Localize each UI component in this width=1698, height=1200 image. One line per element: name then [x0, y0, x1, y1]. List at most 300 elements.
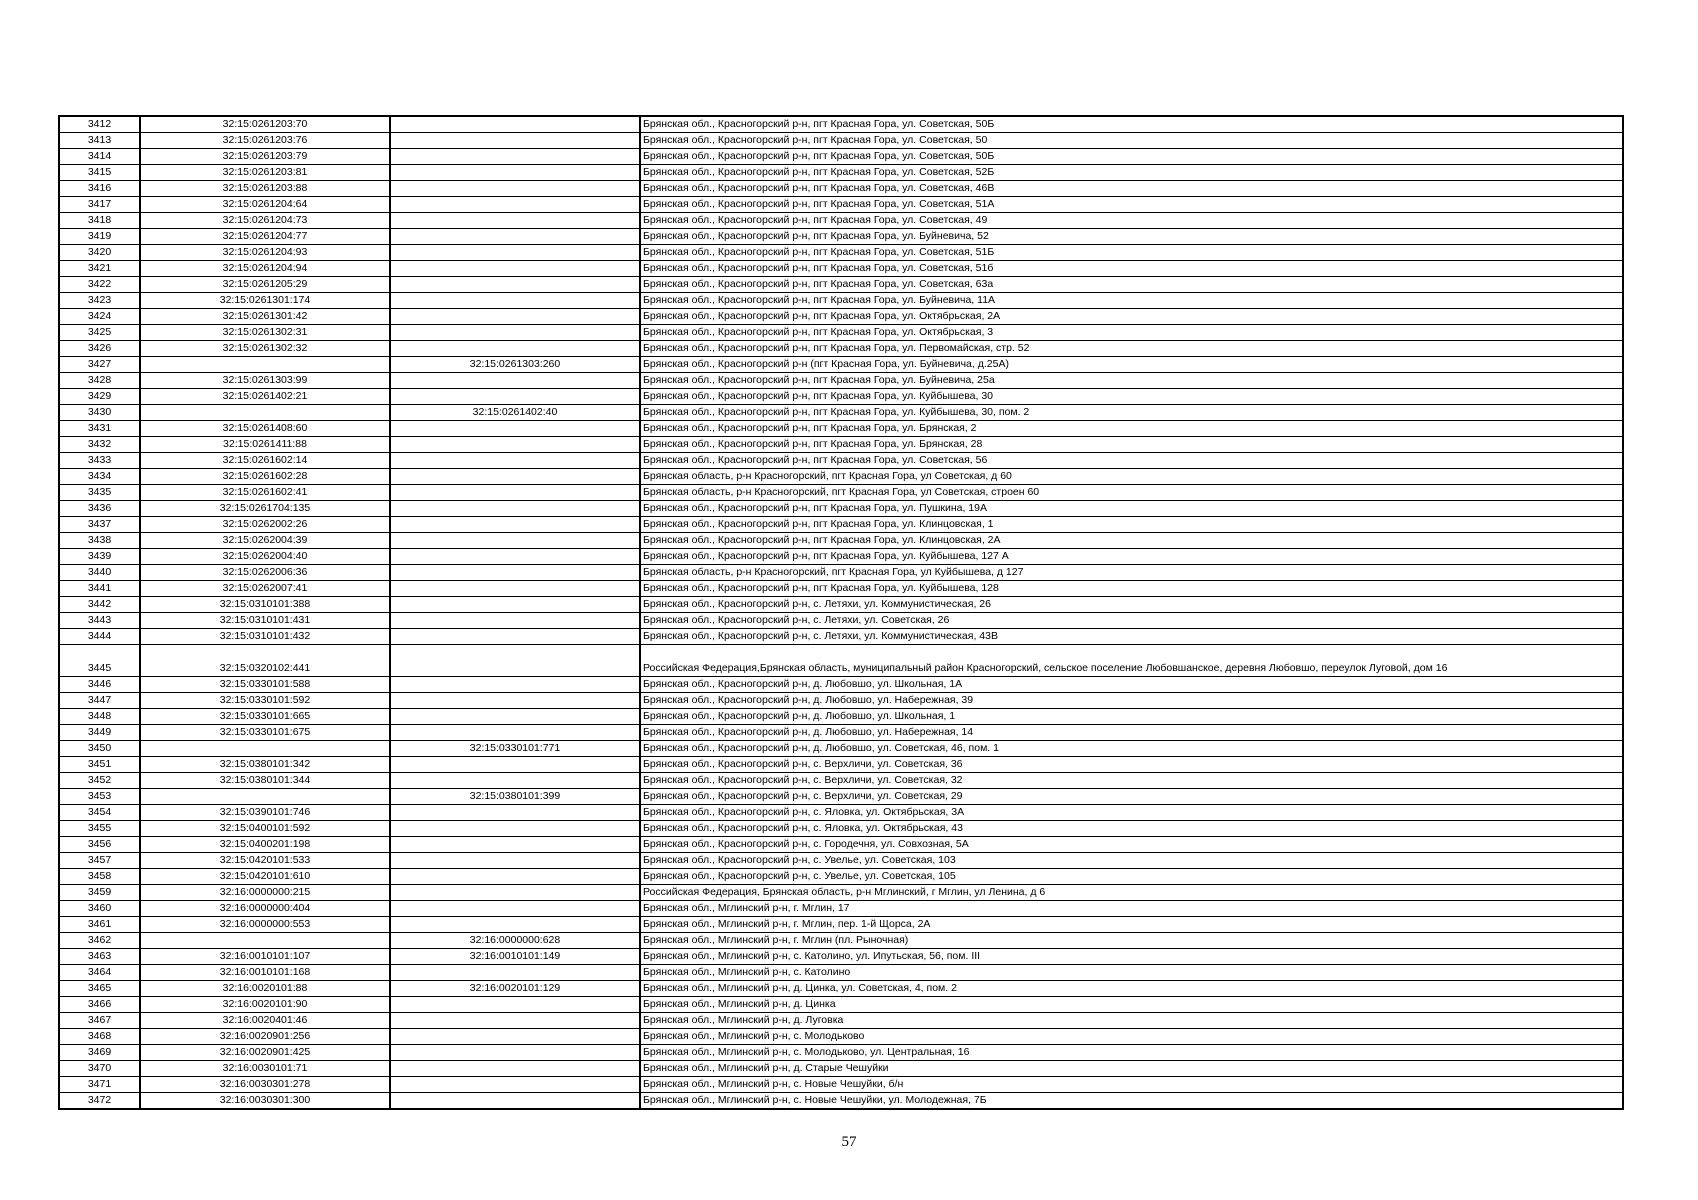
address-cell: Брянская обл., Красногорский р-н, пгт Красная Гора, ул. Советская, 50Б [640, 116, 1623, 133]
address-cell: Брянская обл., Красногорский р-н, пгт Красная Гора, ул. Октябрьская, 3 [640, 325, 1623, 341]
table-row [59, 629, 1623, 645]
address-cell: Брянская обл., Красногорский р-н, д. Любовшо, ул. Советская, 46, пом. 1 [640, 741, 1623, 757]
address-cell: Брянская обл., Мглинский р-н, г. Мглин (пл. Рыночная) [640, 933, 1623, 949]
table-row [59, 229, 1623, 245]
table-row [59, 597, 1623, 613]
address-cell: Брянская обл., Красногорский р-н, пгт Красная Гора, ул. Клинцовская, 2А [640, 533, 1623, 549]
cadastral-number-cell: 32:15:0261302:31 [140, 325, 390, 341]
related-cadastral-number-cell [390, 677, 640, 693]
related-cadastral-number-cell [390, 325, 640, 341]
address-cell: Брянская обл., Красногорский р-н, пгт Красная Гора, ул. Советская, 56 [640, 453, 1623, 469]
row-number-cell: 3456 [59, 837, 140, 853]
cadastral-number-cell: 32:15:0330101:665 [140, 709, 390, 725]
related-cadastral-number-cell [390, 965, 640, 981]
cadastral-number-cell: 32:15:0262002:26 [140, 517, 390, 533]
address-cell: Брянская обл., Красногорский р-н, пгт Красная Гора, ул. Куйбышева, 128 [640, 581, 1623, 597]
related-cadastral-number-cell [390, 821, 640, 837]
address-cell: Брянская обл., Мглинский р-н, д. Цинка [640, 997, 1623, 1013]
cadastral-number-cell: 32:16:0010101:107 [140, 949, 390, 965]
related-cadastral-number-cell [390, 693, 640, 709]
row-number-cell: 3421 [59, 261, 140, 277]
related-cadastral-number-cell [390, 485, 640, 501]
row-number-cell: 3430 [59, 405, 140, 421]
address-cell: Брянская обл., Красногорский р-н, д. Любовшо, ул. Школьная, 1 [640, 709, 1623, 725]
cadastral-number-cell: 32:15:0261602:41 [140, 485, 390, 501]
table-row [59, 853, 1623, 869]
address-cell: Брянская обл., Красногорский р-н, с. Летяхи, ул. Советская, 26 [640, 613, 1623, 629]
address-cell: Брянская обл., Мглинский р-н, с. Молодьково [640, 1029, 1623, 1045]
related-cadastral-number-cell [390, 1077, 640, 1093]
row-number-cell: 3453 [59, 789, 140, 805]
cadastral-number-cell [140, 405, 390, 421]
row-number-cell: 3417 [59, 197, 140, 213]
row-number-cell: 3441 [59, 581, 140, 597]
related-cadastral-number-cell [390, 373, 640, 389]
address-cell: Брянская обл., Красногорский р-н, д. Любовшо, ул. Школьная, 1А [640, 677, 1623, 693]
address-cell: Брянская область, р-н Красногорский, пгт Красная Гора, ул Куйбышева, д 127 [640, 565, 1623, 581]
row-number-cell: 3442 [59, 597, 140, 613]
address-cell: Брянская обл., Красногорский р-н, пгт Красная Гора, ул. Советская, 50 [640, 133, 1623, 149]
row-number-cell: 3465 [59, 981, 140, 997]
table-row [59, 805, 1623, 821]
table-row [59, 725, 1623, 741]
related-cadastral-number-cell [390, 165, 640, 181]
related-cadastral-number-cell [390, 293, 640, 309]
address-cell: Брянская обл., Красногорский р-н, пгт Красная Гора, ул. Советская, 51б [640, 261, 1623, 277]
table-row [59, 645, 1623, 677]
related-cadastral-number-cell [390, 773, 640, 789]
address-cell: Брянская обл., Красногорский р-н, с. Яловка, ул. Октябрьская, 3А [640, 805, 1623, 821]
related-cadastral-number-cell [390, 645, 640, 677]
row-number-cell: 3452 [59, 773, 140, 789]
cadastral-table [58, 115, 1624, 1110]
address-cell: Брянская обл., Мглинский р-н, г. Мглин, 17 [640, 901, 1623, 917]
related-cadastral-number-cell [390, 517, 640, 533]
address-cell: Брянская обл., Мглинский р-н, с. Молодьково, ул. Центральная, 16 [640, 1045, 1623, 1061]
cadastral-number-cell: 32:16:0020101:90 [140, 997, 390, 1013]
cadastral-number-cell: 32:15:0261602:28 [140, 469, 390, 485]
table-row [59, 501, 1623, 517]
cadastral-number-cell [140, 789, 390, 805]
page-number: 57 [841, 1134, 857, 1150]
table-row [59, 405, 1623, 421]
cadastral-number-cell: 32:15:0261204:93 [140, 245, 390, 261]
row-number-cell: 3471 [59, 1077, 140, 1093]
cadastral-number-cell: 32:16:0020901:425 [140, 1045, 390, 1061]
table-row [59, 869, 1623, 885]
address-cell: Брянская обл., Красногорский р-н (пгт Красная Гора, ул. Буйневича, д.25А) [640, 357, 1623, 373]
cadastral-number-cell: 32:16:0030301:278 [140, 1077, 390, 1093]
cadastral-number-cell: 32:15:0380101:344 [140, 773, 390, 789]
row-number-cell: 3447 [59, 693, 140, 709]
row-number-cell: 3424 [59, 309, 140, 325]
row-number-cell: 3429 [59, 389, 140, 405]
related-cadastral-number-cell [390, 1013, 640, 1029]
related-cadastral-number-cell [390, 613, 640, 629]
row-number-cell: 3422 [59, 277, 140, 293]
row-number-cell: 3428 [59, 373, 140, 389]
table-row [59, 901, 1623, 917]
cadastral-number-cell: 32:15:0400201:198 [140, 837, 390, 853]
address-cell: Брянская обл., Мглинский р-н, д. Цинка, ул. Советская, 4, пом. 2 [640, 981, 1623, 997]
table-row [59, 309, 1623, 325]
cadastral-number-cell: 32:15:0261411:88 [140, 437, 390, 453]
address-cell: Брянская обл., Красногорский р-н, пгт Красная Гора, ул. Брянская, 2 [640, 421, 1623, 437]
row-number-cell: 3419 [59, 229, 140, 245]
address-cell: Брянская обл., Красногорский р-н, пгт Красная Гора, ул. Клинцовская, 1 [640, 517, 1623, 533]
table-row [59, 453, 1623, 469]
address-cell: Брянская обл., Красногорский р-н, с. Яловка, ул. Октябрьская, 43 [640, 821, 1623, 837]
cadastral-number-cell: 32:16:0020101:88 [140, 981, 390, 997]
related-cadastral-number-cell [390, 1061, 640, 1077]
table-row [59, 997, 1623, 1013]
cadastral-number-cell: 32:15:0261602:14 [140, 453, 390, 469]
address-cell: Брянская обл., Красногорский р-н, д. Любовшо, ул. Набережная, 39 [640, 693, 1623, 709]
table-row [59, 325, 1623, 341]
table-row [59, 421, 1623, 437]
table-row [59, 613, 1623, 629]
address-cell: Брянская обл., Красногорский р-н, пгт Красная Гора, ул. Буйневича, 52 [640, 229, 1623, 245]
related-cadastral-number-cell: 32:15:0261303:260 [390, 357, 640, 373]
cadastral-number-cell: 32:15:0261402:21 [140, 389, 390, 405]
related-cadastral-number-cell [390, 709, 640, 725]
row-number-cell: 3468 [59, 1029, 140, 1045]
cadastral-number-cell: 32:15:0310101:431 [140, 613, 390, 629]
address-cell: Брянская обл., Красногорский р-н, с. Летяхи, ул. Коммунистическая, 26 [640, 597, 1623, 613]
cadastral-number-cell [140, 933, 390, 949]
address-cell: Брянская обл., Красногорский р-н, пгт Красная Гора, ул. Советская, 63а [640, 277, 1623, 293]
table-row [59, 293, 1623, 309]
address-cell: Брянская обл., Мглинский р-н, г. Мглин, пер. 1-й Щорса, 2А [640, 917, 1623, 933]
row-number-cell: 3467 [59, 1013, 140, 1029]
address-cell: Брянская обл., Красногорский р-н, пгт Красная Гора, ул. Куйбышева, 30, пом. 2 [640, 405, 1623, 421]
row-number-cell: 3461 [59, 917, 140, 933]
row-number-cell: 3438 [59, 533, 140, 549]
address-cell: Брянская обл., Красногорский р-н, пгт Красная Гора, ул. Советская, 51Б [640, 245, 1623, 261]
related-cadastral-number-cell: 32:15:0330101:771 [390, 741, 640, 757]
address-cell: Брянская обл., Красногорский р-н, пгт Красная Гора, ул. Куйбышева, 30 [640, 389, 1623, 405]
table-row [59, 1013, 1623, 1029]
table-row [59, 517, 1623, 533]
related-cadastral-number-cell [390, 133, 640, 149]
table-row [59, 981, 1623, 997]
cadastral-number-cell: 32:16:0010101:168 [140, 965, 390, 981]
table-row [59, 149, 1623, 165]
related-cadastral-number-cell [390, 725, 640, 741]
row-number-cell: 3470 [59, 1061, 140, 1077]
address-cell: Брянская обл., Красногорский р-н, пгт Красная Гора, ул. Пушкина, 19А [640, 501, 1623, 517]
address-cell: Брянская обл., Мглинский р-н, д. Луговка [640, 1013, 1623, 1029]
row-number-cell: 3425 [59, 325, 140, 341]
table-row [59, 1061, 1623, 1077]
cadastral-number-cell: 32:15:0261303:99 [140, 373, 390, 389]
address-cell: Российская Федерация, Брянская область, р-н Мглинский, г Мглин, ул Ленина, д 6 [640, 885, 1623, 901]
row-number-cell: 3420 [59, 245, 140, 261]
related-cadastral-number-cell [390, 597, 640, 613]
cadastral-number-cell: 32:16:0020901:256 [140, 1029, 390, 1045]
related-cadastral-number-cell [390, 837, 640, 853]
address-cell: Брянская обл., Красногорский р-н, с. Увелье, ул. Советская, 105 [640, 869, 1623, 885]
table-row [59, 245, 1623, 261]
row-number-cell: 3463 [59, 949, 140, 965]
address-cell: Брянская обл., Красногорский р-н, с. Верхличи, ул. Советская, 29 [640, 789, 1623, 805]
table-row [59, 197, 1623, 213]
address-cell: Брянская обл., Красногорский р-н, с. Верхличи, ул. Советская, 36 [640, 757, 1623, 773]
address-cell: Брянская обл., Красногорский р-н, пгт Красная Гора, ул. Советская, 46В [640, 181, 1623, 197]
related-cadastral-number-cell [390, 197, 640, 213]
cadastral-number-cell: 32:15:0400101:592 [140, 821, 390, 837]
row-number-cell: 3440 [59, 565, 140, 581]
cadastral-number-cell: 32:16:0030301:300 [140, 1093, 390, 1110]
address-cell: Российская Федерация,Брянская область, муниципальный район Красногорский, сельское поселение Любовшанское, деревня Любовшо, переулок Луговой, дом 16 [640, 645, 1623, 677]
table-row [59, 1045, 1623, 1061]
cadastral-number-cell: 32:15:0390101:746 [140, 805, 390, 821]
cadastral-number-cell: 32:16:0000000:215 [140, 885, 390, 901]
row-number-cell: 3432 [59, 437, 140, 453]
address-cell: Брянская обл., Мглинский р-н, с. Католино, ул. Ипутьская, 56, пом. III [640, 949, 1623, 965]
related-cadastral-number-cell: 32:16:0000000:628 [390, 933, 640, 949]
address-cell: Брянская обл., Красногорский р-н, пгт Красная Гора, ул. Буйневича, 25а [640, 373, 1623, 389]
cadastral-number-cell: 32:15:0310101:388 [140, 597, 390, 613]
row-number-cell: 3413 [59, 133, 140, 149]
table-row [59, 1093, 1623, 1110]
related-cadastral-number-cell [390, 181, 640, 197]
address-cell: Брянская обл., Красногорский р-н, пгт Красная Гора, ул. Октябрьская, 2А [640, 309, 1623, 325]
row-number-cell: 3469 [59, 1045, 140, 1061]
row-number-cell: 3450 [59, 741, 140, 757]
row-number-cell: 3459 [59, 885, 140, 901]
related-cadastral-number-cell [390, 917, 640, 933]
cadastral-number-cell: 32:15:0261704:135 [140, 501, 390, 517]
address-cell: Брянская область, р-н Красногорский, пгт Красная Гора, ул Советская, строен 60 [640, 485, 1623, 501]
row-number-cell: 3437 [59, 517, 140, 533]
table-row [59, 885, 1623, 901]
cadastral-number-cell: 32:15:0261302:32 [140, 341, 390, 357]
related-cadastral-number-cell [390, 805, 640, 821]
row-number-cell: 3451 [59, 757, 140, 773]
related-cadastral-number-cell [390, 229, 640, 245]
table-row [59, 741, 1623, 757]
related-cadastral-number-cell [390, 389, 640, 405]
row-number-cell: 3458 [59, 869, 140, 885]
address-cell: Брянская обл., Красногорский р-н, с. Городечня, ул. Совхозная, 5А [640, 837, 1623, 853]
cadastral-number-cell: 32:15:0261203:76 [140, 133, 390, 149]
table-row [59, 533, 1623, 549]
related-cadastral-number-cell [390, 309, 640, 325]
row-number-cell: 3462 [59, 933, 140, 949]
cadastral-number-cell: 32:15:0261204:94 [140, 261, 390, 277]
table-row [59, 581, 1623, 597]
row-number-cell: 3416 [59, 181, 140, 197]
row-number-cell: 3435 [59, 485, 140, 501]
row-number-cell: 3444 [59, 629, 140, 645]
related-cadastral-number-cell [390, 421, 640, 437]
related-cadastral-number-cell [390, 997, 640, 1013]
related-cadastral-number-cell [390, 1093, 640, 1110]
cadastral-number-cell: 32:15:0261301:174 [140, 293, 390, 309]
related-cadastral-number-cell [390, 437, 640, 453]
cadastral-number-cell: 32:15:0261204:73 [140, 213, 390, 229]
address-cell: Брянская обл., Мглинский р-н, с. Новые Чешуйки, б/н [640, 1077, 1623, 1093]
cadastral-number-cell: 32:15:0262007:41 [140, 581, 390, 597]
cadastral-number-cell: 32:15:0320102:441 [140, 645, 390, 677]
related-cadastral-number-cell: 32:15:0261402:40 [390, 405, 640, 421]
table-row [59, 165, 1623, 181]
cadastral-number-cell: 32:15:0261203:79 [140, 149, 390, 165]
related-cadastral-number-cell: 32:15:0380101:399 [390, 789, 640, 805]
related-cadastral-number-cell [390, 245, 640, 261]
row-number-cell: 3427 [59, 357, 140, 373]
table-row [59, 789, 1623, 805]
related-cadastral-number-cell [390, 533, 640, 549]
related-cadastral-number-cell [390, 549, 640, 565]
row-number-cell: 3449 [59, 725, 140, 741]
cadastral-number-cell: 32:15:0420101:533 [140, 853, 390, 869]
row-number-cell: 3414 [59, 149, 140, 165]
related-cadastral-number-cell [390, 213, 640, 229]
row-number-cell: 3433 [59, 453, 140, 469]
cadastral-number-cell: 32:15:0262006:36 [140, 565, 390, 581]
related-cadastral-number-cell [390, 581, 640, 597]
table-row [59, 373, 1623, 389]
address-cell: Брянская обл., Красногорский р-н, с. Верхличи, ул. Советская, 32 [640, 773, 1623, 789]
table-row [59, 469, 1623, 485]
cadastral-number-cell: 32:16:0000000:553 [140, 917, 390, 933]
table-row [59, 181, 1623, 197]
address-cell: Брянская обл., Красногорский р-н, с. Увелье, ул. Советская, 103 [640, 853, 1623, 869]
table-row [59, 773, 1623, 789]
table-row [59, 1077, 1623, 1093]
row-number-cell: 3454 [59, 805, 140, 821]
related-cadastral-number-cell [390, 757, 640, 773]
address-cell: Брянская обл., Красногорский р-н, пгт Красная Гора, ул. Советская, 50Б [640, 149, 1623, 165]
table-row [59, 277, 1623, 293]
row-number-cell: 3464 [59, 965, 140, 981]
row-number-cell: 3443 [59, 613, 140, 629]
row-number-cell: 3439 [59, 549, 140, 565]
table-body [59, 116, 1623, 1109]
table-row [59, 213, 1623, 229]
table-row [59, 693, 1623, 709]
table-row [59, 1029, 1623, 1045]
cadastral-number-cell: 32:15:0330101:675 [140, 725, 390, 741]
related-cadastral-number-cell [390, 869, 640, 885]
related-cadastral-number-cell [390, 261, 640, 277]
row-number-cell: 3446 [59, 677, 140, 693]
cadastral-number-cell: 32:15:0330101:592 [140, 693, 390, 709]
table-row [59, 821, 1623, 837]
related-cadastral-number-cell [390, 1045, 640, 1061]
cadastral-number-cell: 32:15:0420101:610 [140, 869, 390, 885]
table-row [59, 133, 1623, 149]
table-row [59, 757, 1623, 773]
address-cell: Брянская обл., Мглинский р-н, с. Католино [640, 965, 1623, 981]
row-number-cell: 3472 [59, 1093, 140, 1110]
row-number-cell: 3455 [59, 821, 140, 837]
cadastral-number-cell: 32:15:0261203:81 [140, 165, 390, 181]
row-number-cell: 3445 [59, 645, 140, 677]
related-cadastral-number-cell [390, 853, 640, 869]
address-cell: Брянская обл., Красногорский р-н, пгт Красная Гора, ул. Куйбышева, 127 А [640, 549, 1623, 565]
row-number-cell: 3431 [59, 421, 140, 437]
table-row [59, 677, 1623, 693]
related-cadastral-number-cell [390, 885, 640, 901]
table-row [59, 709, 1623, 725]
related-cadastral-number-cell [390, 453, 640, 469]
table-row [59, 261, 1623, 277]
cadastral-number-cell: 32:15:0261205:29 [140, 277, 390, 293]
related-cadastral-number-cell [390, 901, 640, 917]
row-number-cell: 3418 [59, 213, 140, 229]
related-cadastral-number-cell [390, 629, 640, 645]
address-cell: Брянская область, р-н Красногорский, пгт Красная Гора, ул Советская, д 60 [640, 469, 1623, 485]
related-cadastral-number-cell [390, 1029, 640, 1045]
related-cadastral-number-cell: 32:16:0020101:129 [390, 981, 640, 997]
address-cell: Брянская обл., Красногорский р-н, с. Летяхи, ул. Коммунистическая, 43В [640, 629, 1623, 645]
cadastral-number-cell: 32:15:0310101:432 [140, 629, 390, 645]
related-cadastral-number-cell [390, 277, 640, 293]
cadastral-number-cell [140, 357, 390, 373]
cadastral-number-cell: 32:15:0330101:588 [140, 677, 390, 693]
address-cell: Брянская обл., Красногорский р-н, пгт Красная Гора, ул. Советская, 49 [640, 213, 1623, 229]
cadastral-number-cell: 32:15:0261204:77 [140, 229, 390, 245]
related-cadastral-number-cell: 32:16:0010101:149 [390, 949, 640, 965]
address-cell: Брянская обл., Красногорский р-н, пгт Красная Гора, ул. Первомайская, стр. 52 [640, 341, 1623, 357]
table-row [59, 389, 1623, 405]
address-cell: Брянская обл., Красногорский р-н, пгт Красная Гора, ул. Советская, 52Б [640, 165, 1623, 181]
table-row [59, 357, 1623, 373]
row-number-cell: 3423 [59, 293, 140, 309]
table-row [59, 341, 1623, 357]
related-cadastral-number-cell [390, 116, 640, 133]
row-number-cell: 3466 [59, 997, 140, 1013]
table-row [59, 917, 1623, 933]
row-number-cell: 3457 [59, 853, 140, 869]
related-cadastral-number-cell [390, 341, 640, 357]
address-cell: Брянская обл., Мглинский р-н, с. Новые Чешуйки, ул. Молодежная, 7Б [640, 1093, 1623, 1110]
table-row [59, 565, 1623, 581]
cadastral-number-cell: 32:15:0261204:64 [140, 197, 390, 213]
table-row [59, 965, 1623, 981]
row-number-cell: 3426 [59, 341, 140, 357]
cadastral-number-cell [140, 741, 390, 757]
address-cell: Брянская обл., Красногорский р-н, пгт Красная Гора, ул. Советская, 51А [640, 197, 1623, 213]
table-row [59, 837, 1623, 853]
row-number-cell: 3460 [59, 901, 140, 917]
address-cell: Брянская обл., Красногорский р-н, д. Любовшо, ул. Набережная, 14 [640, 725, 1623, 741]
cadastral-number-cell: 32:15:0262004:39 [140, 533, 390, 549]
related-cadastral-number-cell [390, 149, 640, 165]
address-cell: Брянская обл., Мглинский р-н, д. Старые Чешуйки [640, 1061, 1623, 1077]
row-number-cell: 3436 [59, 501, 140, 517]
cadastral-number-cell: 32:15:0261203:70 [140, 116, 390, 133]
table-row [59, 949, 1623, 965]
related-cadastral-number-cell [390, 501, 640, 517]
table-row [59, 933, 1623, 949]
row-number-cell: 3415 [59, 165, 140, 181]
address-cell: Брянская обл., Красногорский р-н, пгт Красная Гора, ул. Брянская, 28 [640, 437, 1623, 453]
related-cadastral-number-cell [390, 565, 640, 581]
cadastral-number-cell: 32:15:0261301:42 [140, 309, 390, 325]
cadastral-number-cell: 32:16:0020401:46 [140, 1013, 390, 1029]
table-row [59, 485, 1623, 501]
cadastral-number-cell: 32:15:0262004:40 [140, 549, 390, 565]
cadastral-number-cell: 32:15:0261203:88 [140, 181, 390, 197]
address-cell: Брянская обл., Красногорский р-н, пгт Красная Гора, ул. Буйневича, 11А [640, 293, 1623, 309]
cadastral-number-cell: 32:16:0030101:71 [140, 1061, 390, 1077]
row-number-cell: 3434 [59, 469, 140, 485]
cadastral-number-cell: 32:15:0261408:60 [140, 421, 390, 437]
